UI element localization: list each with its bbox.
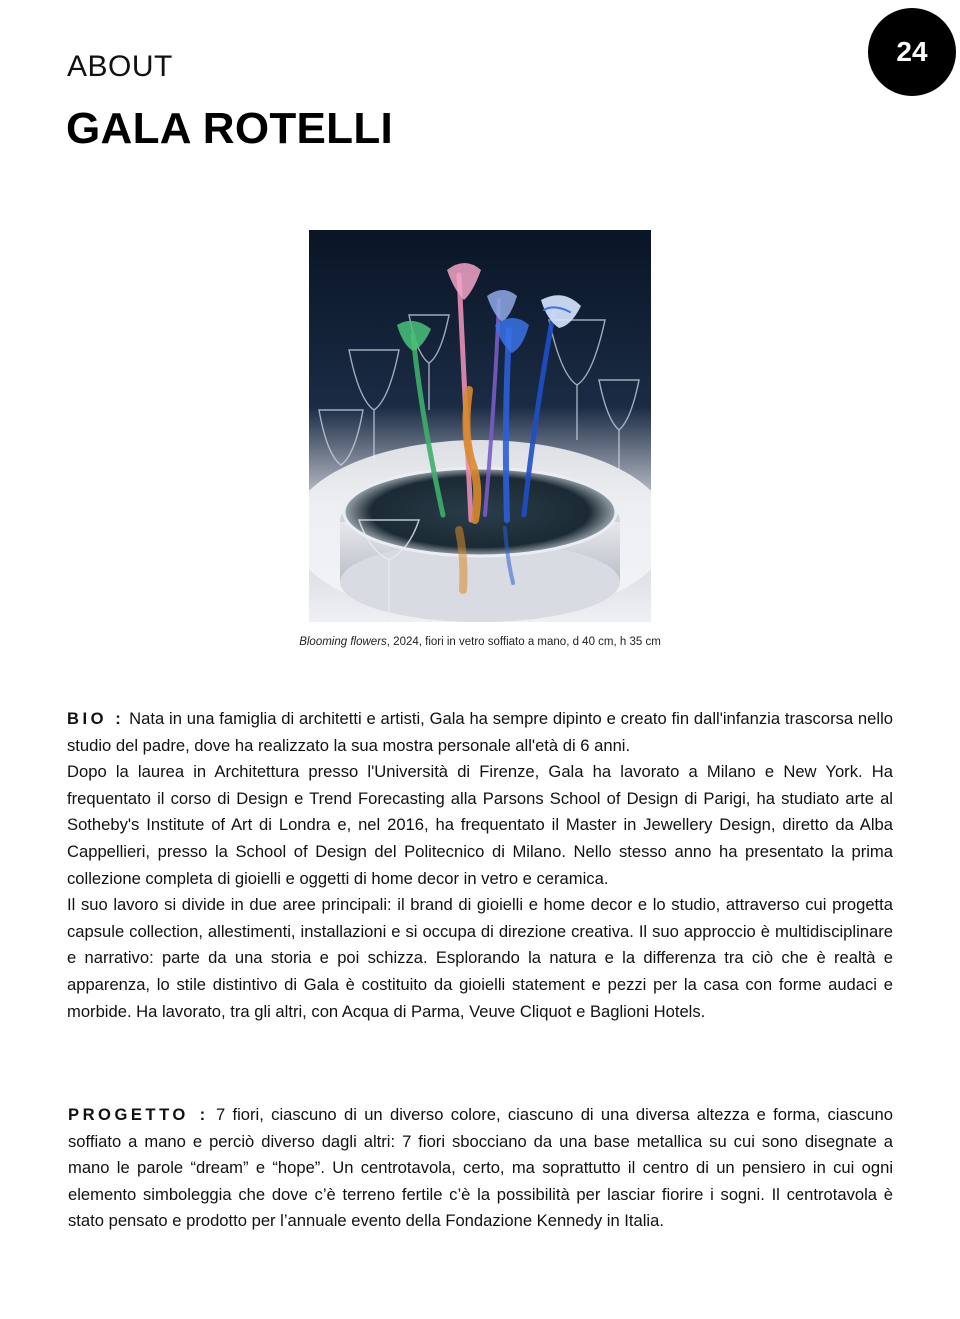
bio-label: BIO :	[67, 709, 125, 728]
bio-text-1: Nata in una famiglia di architetti e artisti, Gala ha sempre dipinto e creato fin dall'infanzia trascorsa nello studio del padre, dove ha realizzato la sua mostra personale all'età di 6 anni.	[67, 709, 893, 755]
artist-name-heading: GALA ROTELLI	[66, 104, 394, 153]
section-heading-about: ABOUT	[67, 50, 173, 83]
project-text: 7 fiori, ciascuno di un diverso colore, ciascuno di una diversa altezza e forma, ciascuno soffiato a mano e perciò diverso dagli altri: 7 fiori sbocciano da una base metallica su cui sono disegnate a mano le parole “dream” e “hope”. Un centrotavola, certo, ma soprattutto il centro di un pensiero in cui ogni elemento simboleggia che dove c’è terreno fertile c’è la possibilità per lasciar fiorire i sogni. Il centrotavola è stato pensato e prodotto per l’annuale evento della Fondazione Kennedy in Italia.	[68, 1105, 893, 1231]
caption-details: , 2024, fiori in vetro soffiato a mano, d 40 cm, h 35 cm	[386, 636, 661, 648]
artwork-photo	[309, 230, 651, 622]
bio-paragraph: Il suo lavoro si divide in due aree principali: il brand di gioielli e home decor e lo studio, attraverso cui progetta capsule collection, allestimenti, installazioni e si occupa di direzione creativa. Il suo approccio è multidisciplinare e narrativo: parte da una storia e poi schizza. Esplorando la natura e la differenza tra ciò che è realtà e apparenza, lo stile distintivo di Gala è costituito da gioielli statement e pezzi per la casa con forme audaci e morbide. Ha lavorato, tra gli altri, con Acqua di Parma, Veuve Cliquot e Baglioni Hotels.	[67, 895, 893, 1021]
bio-section	[67, 706, 893, 1025]
artwork-caption	[200, 636, 760, 648]
bio-paragraph: Dopo la laurea in Architettura presso l'Università di Firenze, Gala ha lavorato a Milano e New York. Ha frequentato il corso di Design e Trend Forecasting alla Parsons School of Design di Parigi, ha studiato arte al Sotheby's Institute of Art di Londra e, nel 2016, ha frequentato il Master in Jewellery Design, diretto da Alba Cappellieri, presso la School of Design del Politecnico di Milano. Nello stesso anno ha presentato la prima collezione completa di gioielli e oggetti di home decor in vetro e ceramica.	[67, 762, 893, 888]
project-label: PROGETTO :	[68, 1105, 209, 1124]
artwork-illustration	[309, 230, 651, 622]
page-number-badge: 24	[868, 8, 956, 96]
bio-paragraph	[67, 706, 893, 759]
project-paragraph	[68, 1102, 893, 1235]
project-section	[68, 1102, 893, 1235]
caption-title: Blooming flowers	[299, 636, 387, 648]
